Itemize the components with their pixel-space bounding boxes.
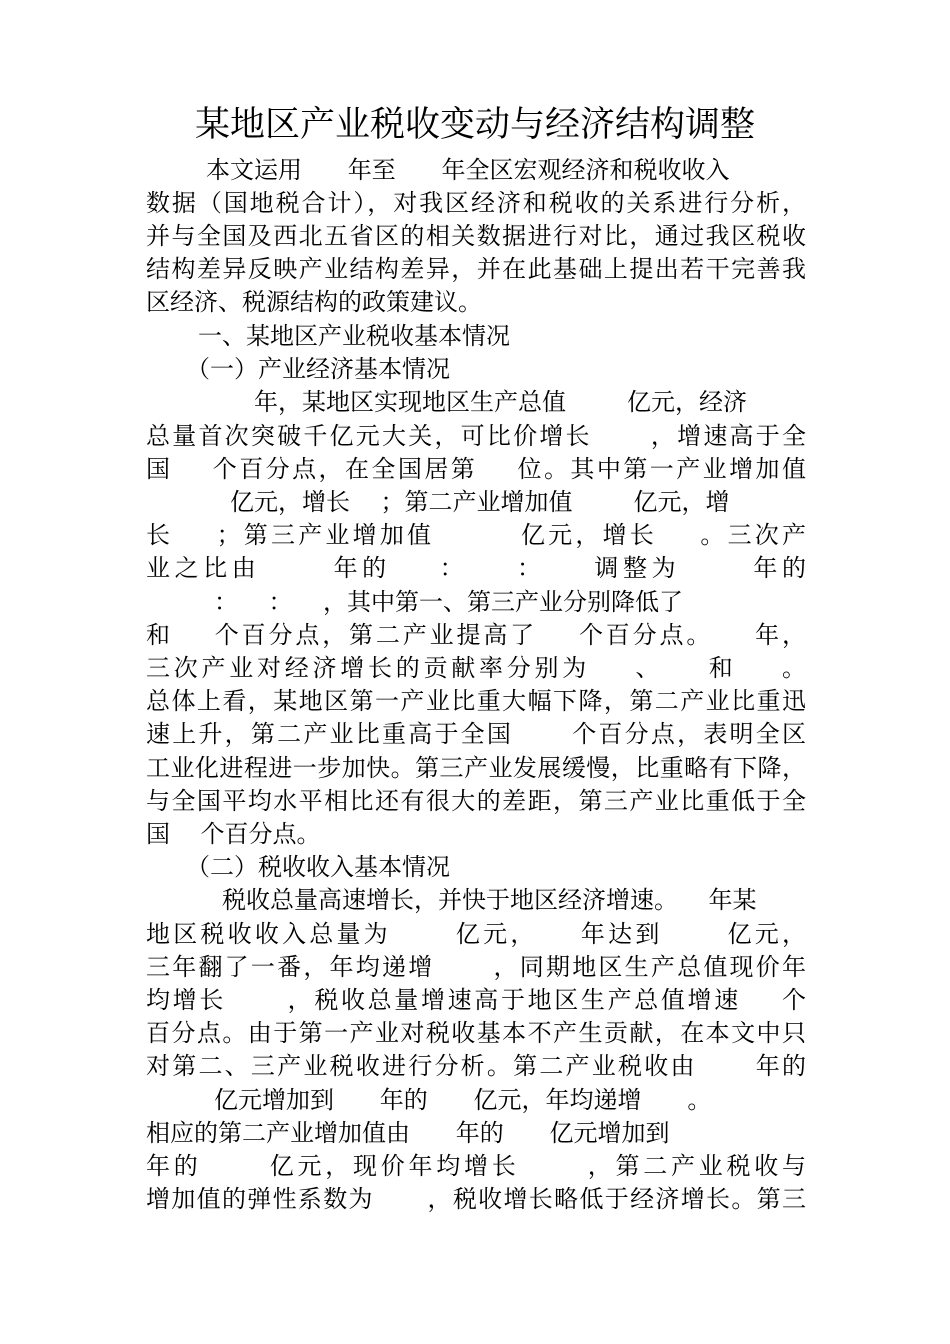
document-title: 某地区产业税收变动与经济结构调整 bbox=[194, 105, 755, 145]
paragraph-line: 百分点。由于第一产业对税收基本不产生贡献，在本文中只 bbox=[146, 1019, 806, 1047]
paragraph-line: 年的 亿元，现价年均增长 ，第二产业税收与 bbox=[146, 1152, 806, 1180]
paragraph-line: 年，某地区实现地区生产总值 亿元，经济 bbox=[254, 388, 748, 416]
paragraph-line: 和 个百分点，第二产业提高了 个百分点。 年， bbox=[146, 621, 806, 649]
paragraph-line: 结构差异反映产业结构差异，并在此基础上提出若干完善我 bbox=[146, 255, 806, 283]
paragraph-line: 增加值的弹性系数为 ，税收增长略低于经济增长。第三 bbox=[146, 1185, 806, 1213]
paragraph-line: 税收总量高速增长，并快于地区经济增速。 年某 bbox=[222, 886, 757, 914]
paragraph-line: 地区税收收入总量为 亿元， 年达到 亿元， bbox=[146, 920, 806, 948]
paragraph-line: 均增长 ，税收总量增速高于地区生产总值增速 个 bbox=[146, 986, 806, 1014]
paragraph-line: 三次产业对经济增长的贡献率分别为 、 和 。 bbox=[146, 654, 806, 682]
paragraph-line: 国 个百分点，在全国居第 位。其中第一产业增加值 bbox=[146, 455, 806, 483]
paragraph-line: 总体上看，某地区第一产业比重大幅下降，第二产业比重迅 bbox=[146, 687, 806, 715]
paragraph-line: 与全国平均水平相比还有很大的差距，第三产业比重低于全 bbox=[146, 787, 806, 815]
paragraph-line: 速上升，第二产业比重高于全国 个百分点，表明全区 bbox=[146, 720, 806, 748]
section-heading: 一、某地区产业税收基本情况 bbox=[198, 322, 510, 350]
subsection-heading: （二）税收收入基本情况 bbox=[186, 853, 450, 881]
paragraph-line: 总量首次突破千亿元大关，可比价增长 ，增速高于全 bbox=[146, 422, 806, 450]
paragraph-line: 亿元，增长 ；第二产业增加值 亿元，增 bbox=[230, 488, 730, 516]
paragraph-line: 长 ；第三产业增加值 亿元，增长 。三次产 bbox=[146, 521, 806, 549]
subsection-heading: （一）产业经济基本情况 bbox=[186, 355, 450, 383]
paragraph-line: 区经济、税源结构的政策建议。 bbox=[146, 288, 482, 316]
paragraph-line: 本文运用 年至 年全区宏观经济和税收收入 bbox=[206, 156, 730, 184]
paragraph-line: 数据（国地税合计），对我区经济和税收的关系进行分析， bbox=[146, 189, 806, 217]
paragraph-line: 国 个百分点。 bbox=[146, 820, 321, 848]
paragraph-line: 三年翻了一番，年均递增 ，同期地区生产总值现价年 bbox=[146, 953, 806, 981]
paragraph-line: 并与全国及西北五省区的相关数据进行对比，通过我区税收 bbox=[146, 222, 806, 250]
paragraph-line: 相应的第二产业增加值由 年的 亿元增加到 bbox=[146, 1119, 670, 1147]
paragraph-line: ： ： ，其中第一、第三产业分别降低了 bbox=[214, 588, 684, 616]
paragraph-line: 业之比由 年的 ： ： 调整为 年的 bbox=[146, 554, 806, 582]
paragraph-line: 工业化进程进一步加快。第三产业发展缓慢，比重略有下降， bbox=[146, 754, 806, 782]
paragraph-line: 对第二、三产业税收进行分析。第二产业税收由 年的 bbox=[146, 1052, 806, 1080]
paragraph-line: 亿元增加到 年的 亿元，年均递增 。 bbox=[214, 1086, 712, 1114]
